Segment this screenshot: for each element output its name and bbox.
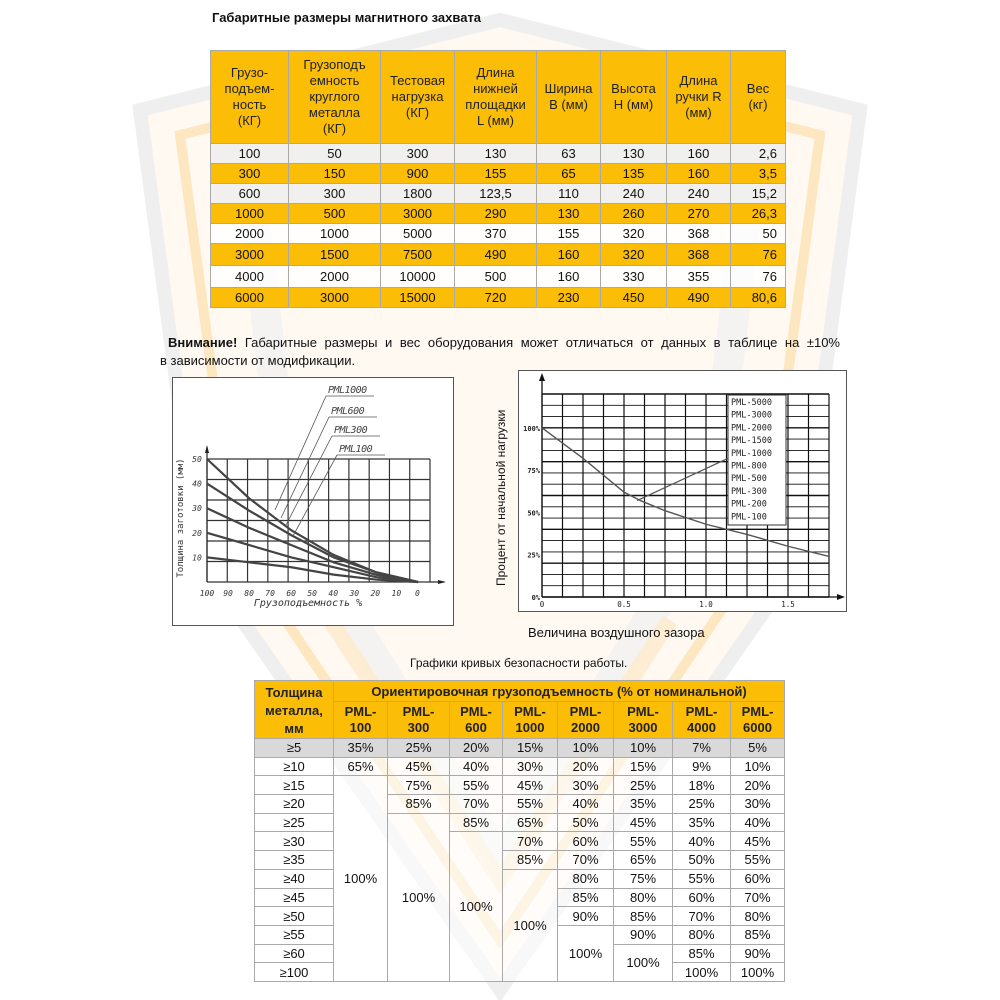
- warning-text-line1: Габаритные размеры и вес оборудования может отличаться от данных в таблице на ±10%: [244, 335, 840, 350]
- warning-lead: Внимание!: [168, 335, 238, 350]
- table-cell: 240: [601, 184, 667, 204]
- y-axis-label: Толщина заготовки (мм): [176, 458, 186, 578]
- table-row: [211, 144, 786, 164]
- warning-text-line2: в зависимости от модификации.: [160, 353, 356, 368]
- thickness-cell: ≥20: [255, 795, 334, 814]
- value-cell: 30%: [731, 795, 785, 814]
- y-tick-label: 25%: [527, 551, 540, 560]
- table-cell: 10000: [381, 266, 455, 288]
- table-cell: 150: [289, 164, 381, 184]
- table-cell: 2000: [211, 224, 289, 244]
- model-pml-6000: PML- 6000: [731, 702, 785, 739]
- table-cell: 130: [601, 144, 667, 164]
- legend-label: PML-200: [731, 499, 767, 510]
- value-cell: 85%: [731, 925, 785, 944]
- table-cell: 1000: [211, 204, 289, 224]
- table-cell: 2,6: [731, 144, 786, 164]
- table-cell: 1500: [289, 244, 381, 266]
- table-cell: 320: [601, 224, 667, 244]
- table-cell: 123,5: [455, 184, 537, 204]
- table-cell: 368: [667, 244, 731, 266]
- value-cell: 55%: [503, 795, 558, 814]
- value-cell: 70%: [450, 795, 503, 814]
- value-cell: 60%: [673, 888, 731, 907]
- table-cell: 15000: [381, 288, 455, 308]
- value-cell: 25%: [614, 776, 673, 795]
- table-cell: 2000: [289, 266, 381, 288]
- legend-label: PML-1000: [731, 448, 772, 459]
- thickness-cell: ≥40: [255, 869, 334, 888]
- value-cell: 15%: [503, 739, 558, 758]
- value-cell: 55%: [450, 776, 503, 795]
- table-cell: 5000: [381, 224, 455, 244]
- table-cell: 26,3: [731, 204, 786, 224]
- value-cell: 100%: [731, 963, 785, 982]
- value-cell: 15%: [614, 757, 673, 776]
- value-cell: 9%: [673, 757, 731, 776]
- table-cell: 370: [455, 224, 537, 244]
- page-title: Габаритные размеры магнитного захвата: [212, 10, 482, 25]
- value-cell: 7%: [673, 739, 731, 758]
- x-tick-label: 70: [265, 589, 275, 598]
- table-cell: 900: [381, 164, 455, 184]
- table-cell: 490: [455, 244, 537, 266]
- legend-label: PML-300: [731, 486, 767, 497]
- x-tick-label: 0: [414, 589, 420, 598]
- table-cell: 160: [667, 144, 731, 164]
- x-tick-label: 30: [349, 589, 360, 598]
- table-cell: 6000: [211, 288, 289, 308]
- header-length: Длина нижней площадки L (мм): [455, 51, 537, 144]
- table-cell: 76: [731, 244, 786, 266]
- legend-label: PML-5000: [731, 398, 772, 408]
- value-cell-merged-pml3000: 100%: [614, 944, 673, 981]
- table-cell: 3000: [289, 288, 381, 308]
- x-axis-arrow-icon: [837, 594, 845, 600]
- y-tick-label: 50%: [527, 509, 540, 518]
- y-tick-label: 10: [192, 553, 202, 563]
- legend-label: PML600: [331, 406, 365, 417]
- value-cell: 45%: [731, 832, 785, 851]
- y-tick-label: 50: [192, 455, 202, 464]
- y-tick-label: 100%: [523, 424, 540, 433]
- table-cell: 1000: [289, 224, 381, 244]
- model-pml-600: PML- 600: [450, 702, 503, 739]
- model-pml-1000: PML- 1000: [503, 702, 558, 739]
- table-cell: 490: [667, 288, 731, 308]
- value-cell-merged-pml100: 100%: [334, 776, 388, 982]
- model-pml-4000: PML- 4000: [673, 702, 731, 739]
- value-cell: 65%: [614, 851, 673, 870]
- capacity-header-row: [255, 681, 785, 702]
- table-row: [255, 776, 785, 795]
- table-row: [211, 184, 786, 204]
- thickness-cell: ≥35: [255, 851, 334, 870]
- x-tick-label: 80: [244, 589, 254, 598]
- table-cell: 300: [381, 144, 455, 164]
- table-cell: 240: [667, 184, 731, 204]
- thickness-cell: ≥30: [255, 832, 334, 851]
- capacity-models-row: [255, 702, 785, 739]
- table-cell: 500: [455, 266, 537, 288]
- table-cell: 130: [537, 204, 601, 224]
- table-cell: 63: [537, 144, 601, 164]
- legend-label: PML1000: [328, 385, 367, 396]
- header-height: Высота H (мм): [601, 51, 667, 144]
- value-cell: 40%: [450, 757, 503, 776]
- table-cell: 76: [731, 266, 786, 288]
- value-cell: 90%: [558, 907, 614, 926]
- value-cell: 55%: [731, 851, 785, 870]
- table-row: [211, 204, 786, 224]
- value-cell: 10%: [614, 739, 673, 758]
- value-cell: 18%: [673, 776, 731, 795]
- table-cell: 65: [537, 164, 601, 184]
- header-width: Ширина B (мм): [537, 51, 601, 144]
- value-cell: 30%: [558, 776, 614, 795]
- value-cell: 40%: [558, 795, 614, 814]
- table-header-row: [211, 51, 786, 144]
- x-axis-arrow-icon: [438, 580, 446, 584]
- caption-curves: Графики кривых безопасности работы.: [410, 656, 628, 670]
- model-pml-2000: PML- 2000: [558, 702, 614, 739]
- value-cell: 85%: [673, 944, 731, 963]
- value-cell: 20%: [450, 739, 503, 758]
- legend-leader-line: [293, 455, 337, 536]
- thickness-cell: ≥15: [255, 776, 334, 795]
- value-cell: 100%: [673, 963, 731, 982]
- value-cell: 45%: [503, 776, 558, 795]
- table-cell: 260: [601, 204, 667, 224]
- curve-PML600: [207, 484, 418, 582]
- table-cell: 135: [601, 164, 667, 184]
- value-cell: 35%: [614, 795, 673, 814]
- table-cell: 3000: [381, 204, 455, 224]
- chart-airgap-vs-load: [518, 370, 847, 612]
- chart1-svg: [173, 378, 453, 625]
- value-cell: 45%: [614, 813, 673, 832]
- value-cell: 80%: [673, 925, 731, 944]
- header-handle-length: Длина ручки R (мм): [667, 51, 731, 144]
- value-cell: 45%: [388, 757, 450, 776]
- x-tick-label: 0.5: [617, 600, 631, 609]
- table-cell: 600: [211, 184, 289, 204]
- value-cell: 25%: [388, 739, 450, 758]
- value-cell: 30%: [503, 757, 558, 776]
- legend-leader-line: [275, 396, 326, 510]
- table-cell: 155: [537, 224, 601, 244]
- value-cell: 60%: [731, 869, 785, 888]
- table-cell: 1800: [381, 184, 455, 204]
- value-cell: 65%: [503, 813, 558, 832]
- value-cell: 5%: [731, 739, 785, 758]
- value-cell: 50%: [558, 813, 614, 832]
- value-cell: 80%: [731, 907, 785, 926]
- table-row: [211, 164, 786, 184]
- table-cell: 100: [211, 144, 289, 164]
- table-cell: 160: [537, 244, 601, 266]
- thickness-cell: ≥5: [255, 739, 334, 758]
- value-cell: 10%: [731, 757, 785, 776]
- table-cell: 3,5: [731, 164, 786, 184]
- table-cell: 155: [455, 164, 537, 184]
- value-cell: 75%: [388, 776, 450, 795]
- thickness-cell: ≥50: [255, 907, 334, 926]
- legend-label: PML-2000: [731, 423, 772, 434]
- x-tick-label: 1.0: [699, 600, 713, 609]
- y-tick-label: 0%: [531, 594, 540, 602]
- thickness-cell: ≥60: [255, 944, 334, 963]
- thickness-cell: ≥10: [255, 757, 334, 776]
- thickness-cell: ≥100: [255, 963, 334, 982]
- x-tick-label: 40: [328, 589, 339, 598]
- table-row: [255, 757, 785, 776]
- capacity-table: [254, 680, 785, 982]
- table-cell: 3000: [211, 244, 289, 266]
- value-cell-merged-pml1000: 100%: [503, 869, 558, 981]
- thickness-cell: ≥25: [255, 813, 334, 832]
- value-cell: 85%: [558, 888, 614, 907]
- legend-label: PML-800: [731, 461, 767, 472]
- table-cell: 230: [537, 288, 601, 308]
- table-cell: 300: [211, 164, 289, 184]
- table-cell: 355: [667, 266, 731, 288]
- x-tick-label: 20: [370, 589, 381, 598]
- table-cell: 720: [455, 288, 537, 308]
- value-cell: 80%: [558, 869, 614, 888]
- table-row: [211, 224, 786, 244]
- value-cell: 40%: [673, 832, 731, 851]
- header-capacity-percent: Ориентировочная грузоподъемность (% от номинальной): [334, 681, 785, 702]
- x-axis-label: Грузоподъемность %: [253, 598, 363, 609]
- y-axis-arrow-icon: [205, 445, 209, 453]
- value-cell: 70%: [673, 907, 731, 926]
- header-test-load: Тестовая нагрузка (КГ): [381, 51, 455, 144]
- table-cell: 270: [667, 204, 731, 224]
- x-tick-label: 50: [307, 589, 318, 598]
- value-cell: 70%: [503, 832, 558, 851]
- value-cell: 10%: [558, 739, 614, 758]
- value-cell: 70%: [558, 851, 614, 870]
- table-cell: 50: [289, 144, 381, 164]
- thickness-cell: ≥55: [255, 925, 334, 944]
- legend-label: PML100: [339, 444, 373, 455]
- x-tick-label: 1.5: [781, 600, 795, 609]
- value-cell: 65%: [334, 757, 388, 776]
- table-row: [255, 739, 785, 758]
- value-cell: 75%: [614, 869, 673, 888]
- table-row: [211, 266, 786, 288]
- legend-label: PML300: [334, 425, 368, 436]
- x-tick-label: 10: [391, 589, 402, 598]
- table-cell: 80,6: [731, 288, 786, 308]
- warning-note: [160, 334, 840, 370]
- legend-label: PML-1500: [731, 436, 772, 447]
- table-cell: 110: [537, 184, 601, 204]
- table-cell: 330: [601, 266, 667, 288]
- value-cell: 35%: [673, 813, 731, 832]
- table-cell: 320: [601, 244, 667, 266]
- y-tick-label: 30: [192, 504, 202, 514]
- value-cell: 20%: [558, 757, 614, 776]
- table-cell: 500: [289, 204, 381, 224]
- y-tick-label: 40: [192, 479, 202, 489]
- value-cell: 85%: [450, 813, 503, 832]
- legend-leader-line: [286, 436, 332, 525]
- table-cell: 4000: [211, 266, 289, 288]
- table-cell: 290: [455, 204, 537, 224]
- value-cell: 55%: [673, 869, 731, 888]
- x-tick-label: 0: [539, 600, 545, 609]
- value-cell: 90%: [614, 925, 673, 944]
- value-cell-merged-pml300: 100%: [388, 813, 450, 981]
- chart-thickness-vs-capacity: [172, 377, 454, 626]
- value-cell: 70%: [731, 888, 785, 907]
- table-row: [211, 244, 786, 266]
- legend-label: PML-3000: [731, 410, 772, 421]
- value-cell-merged-pml2000: 100%: [558, 925, 614, 981]
- dimensions-table: [210, 50, 786, 308]
- y-tick-label: 20: [192, 528, 202, 538]
- value-cell: 85%: [388, 795, 450, 814]
- table-cell: 300: [289, 184, 381, 204]
- x-tick-label: 100: [199, 589, 215, 598]
- header-weight: Вес (кг): [731, 51, 786, 144]
- y-tick-label: 75%: [527, 467, 540, 476]
- value-cell: 25%: [673, 795, 731, 814]
- x-tick-label: 90: [223, 589, 233, 598]
- table-cell: 368: [667, 224, 731, 244]
- value-cell: 85%: [503, 851, 558, 870]
- table-cell: 130: [455, 144, 537, 164]
- value-cell: 90%: [731, 944, 785, 963]
- value-cell: 50%: [673, 851, 731, 870]
- value-cell-merged-pml600: 100%: [450, 832, 503, 982]
- model-pml-3000: PML- 3000: [614, 702, 673, 739]
- value-cell: 85%: [614, 907, 673, 926]
- chart2-svg: [519, 371, 846, 611]
- legend-label: PML-500: [731, 474, 767, 485]
- table-cell: 160: [667, 164, 731, 184]
- value-cell: 60%: [558, 832, 614, 851]
- thickness-cell: ≥45: [255, 888, 334, 907]
- value-cell: 55%: [614, 832, 673, 851]
- legend-label: PML-100: [731, 512, 767, 523]
- table-cell: 7500: [381, 244, 455, 266]
- table-cell: 450: [601, 288, 667, 308]
- value-cell: 20%: [731, 776, 785, 795]
- table-row: [211, 288, 786, 308]
- table-cell: 50: [731, 224, 786, 244]
- legend-leader-line: [637, 458, 728, 500]
- header-capacity: Грузо- подъем- ность (КГ): [211, 51, 289, 144]
- header-round-capacity: Грузоподъ емность круглого металла (КГ): [289, 51, 381, 144]
- chart2-ylabel: Процент от начальной нагрузки: [494, 409, 508, 586]
- y-axis-arrow-icon: [539, 373, 545, 381]
- chart2-ylabel-wrap: [484, 409, 514, 590]
- caption-air-gap: Величина воздушного зазора: [528, 625, 705, 640]
- table-cell: 160: [537, 266, 601, 288]
- x-tick-label: 60: [286, 589, 296, 598]
- model-pml-300: PML- 300: [388, 702, 450, 739]
- value-cell: 35%: [334, 739, 388, 758]
- model-pml-100: PML- 100: [334, 702, 388, 739]
- value-cell: 40%: [731, 813, 785, 832]
- value-cell: 80%: [614, 888, 673, 907]
- table-cell: 15,2: [731, 184, 786, 204]
- header-thickness: Толщина металла, мм: [255, 681, 334, 739]
